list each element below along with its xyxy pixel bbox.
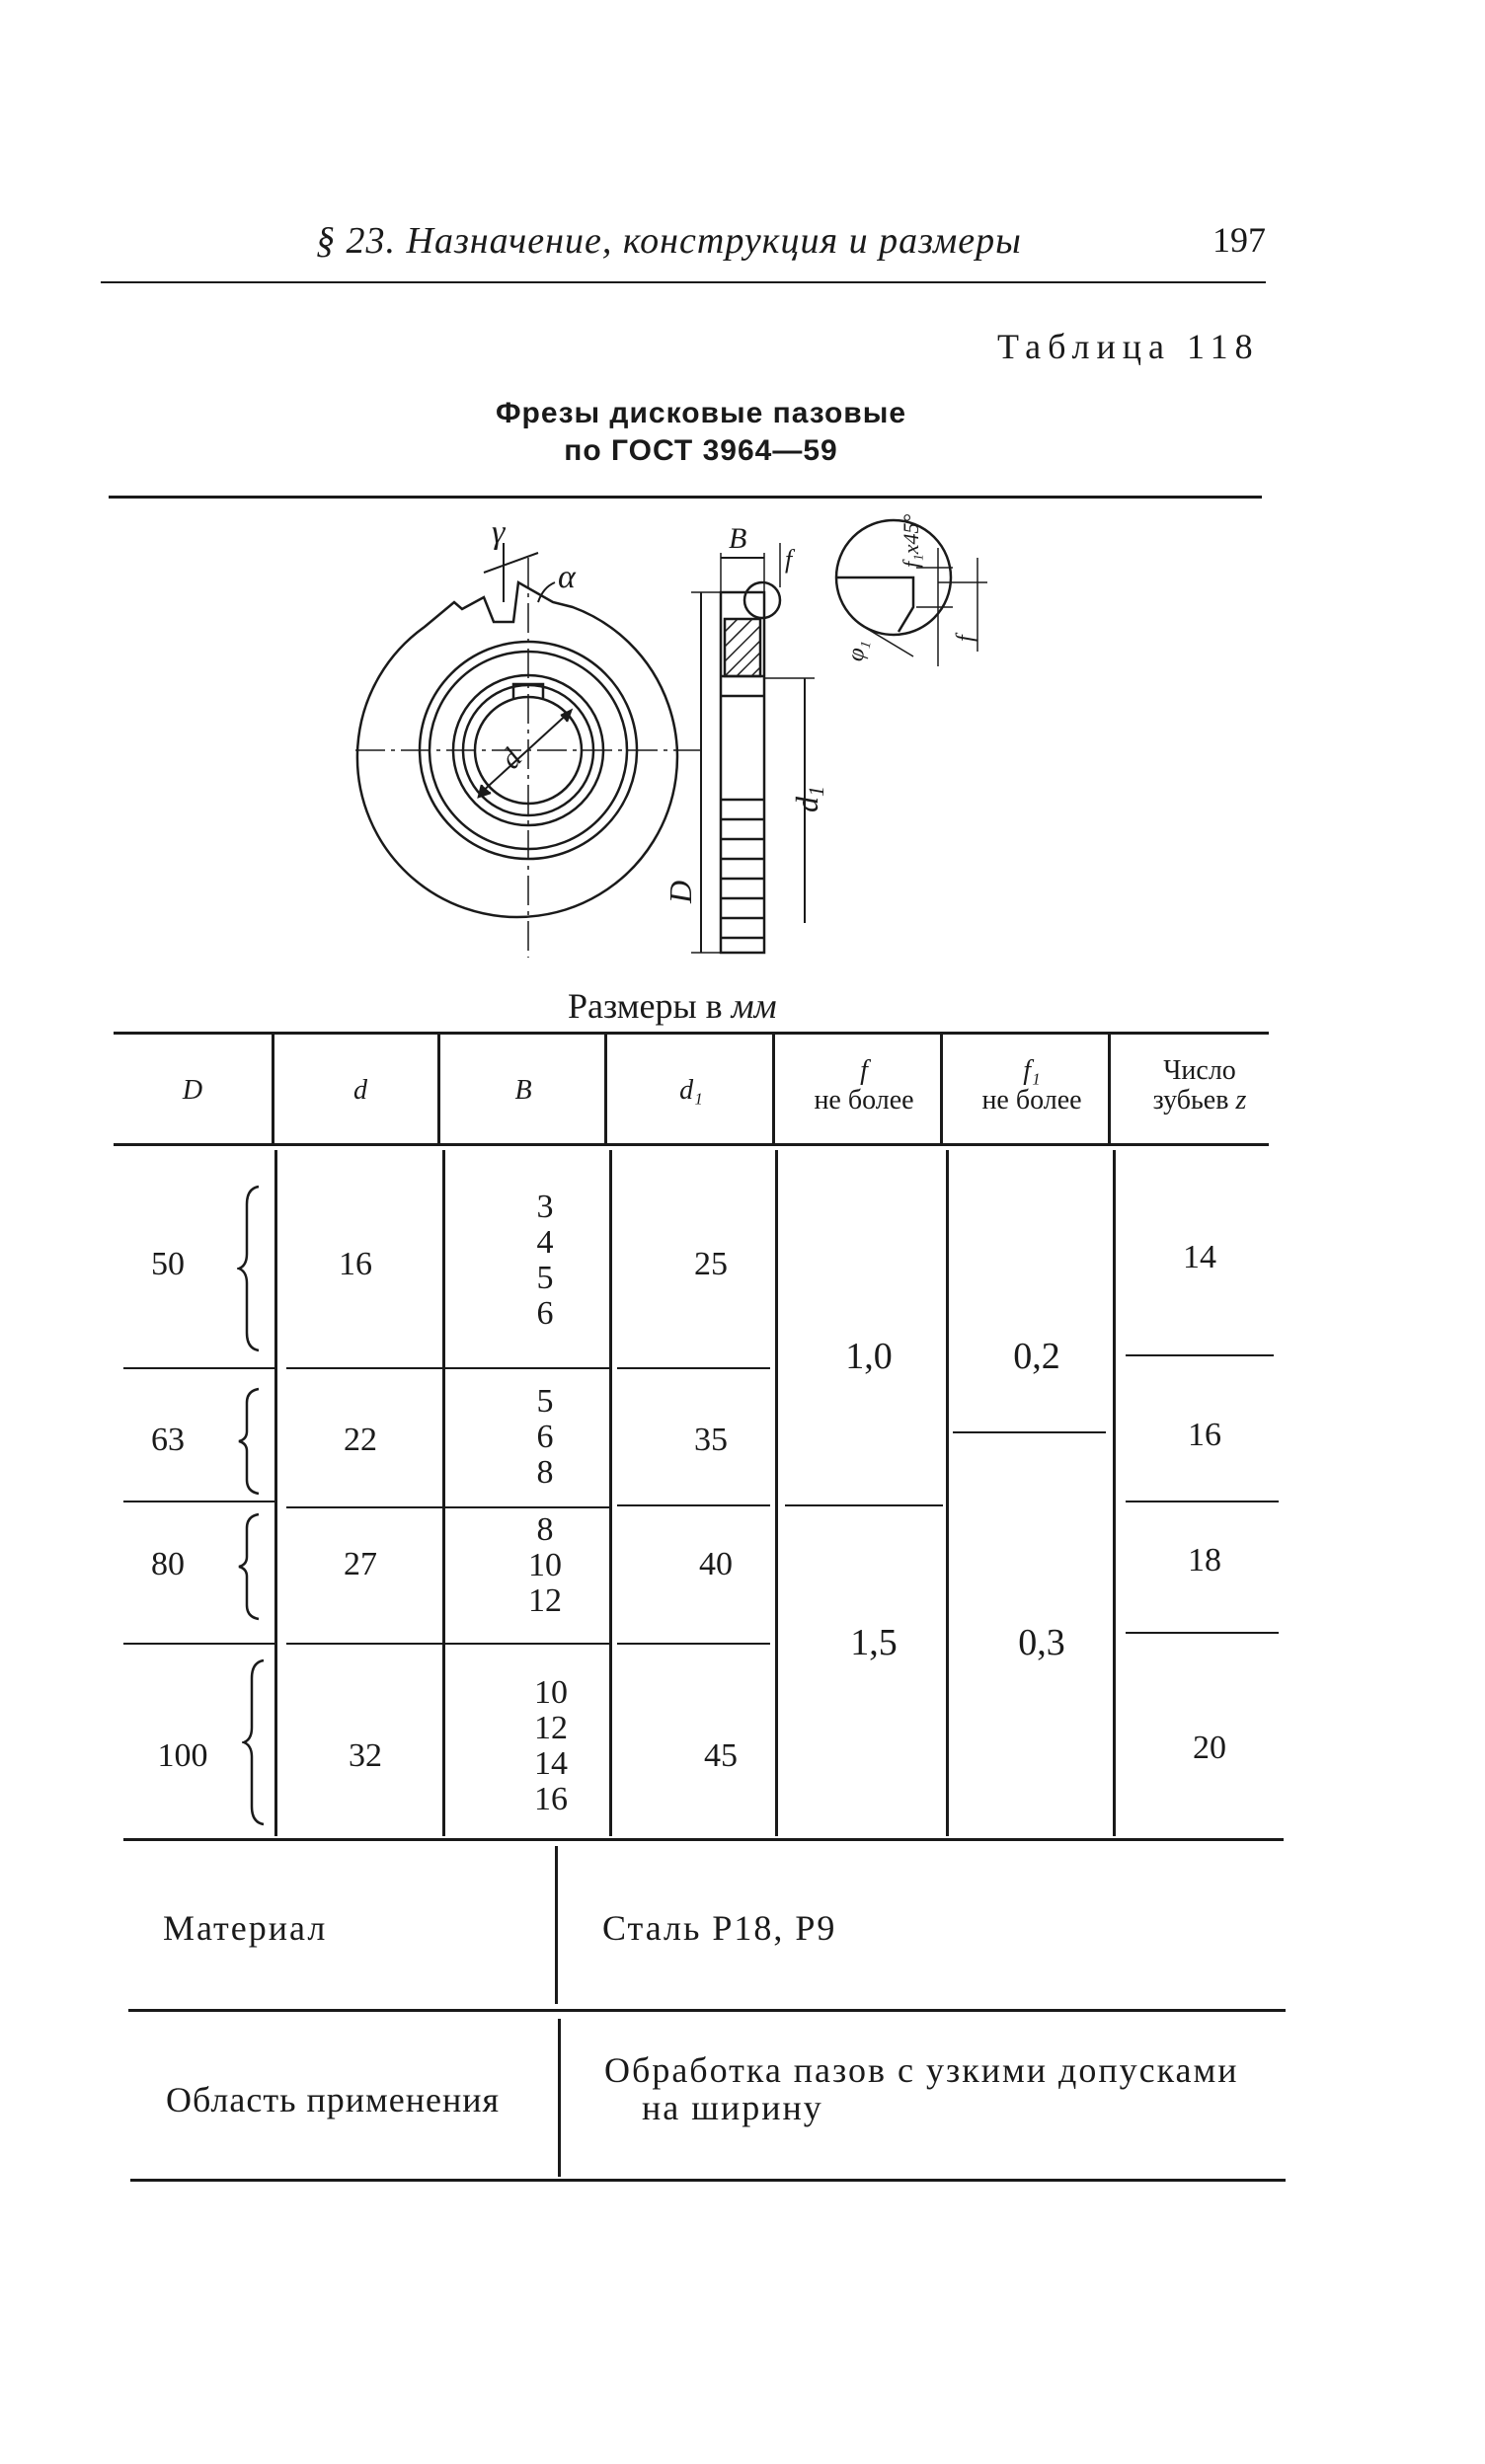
- col-header-D: [148, 1076, 237, 1106]
- info-col-sep-2: [558, 2019, 561, 2177]
- row-sep-3-D: [123, 1643, 274, 1645]
- row-4-B-3: 14: [534, 1745, 568, 1782]
- chamfer-label: f₁x45°: [899, 513, 923, 568]
- col-header-f1: [958, 1056, 1106, 1116]
- col-sep-3: [604, 1035, 607, 1143]
- info-mid-rule: [128, 2009, 1286, 2012]
- units-unit: мм: [731, 986, 777, 1026]
- f-label: f: [785, 545, 793, 574]
- phi1-label: φ₁: [842, 637, 872, 663]
- row-sep-2-dB: [286, 1506, 610, 1508]
- row-3-B-3: 12: [528, 1582, 562, 1619]
- row-sep-1-z: [1126, 1354, 1274, 1356]
- row-sep-2-d1: [617, 1504, 770, 1506]
- row-2-d: 22: [344, 1422, 377, 1458]
- d1-label: [789, 786, 828, 812]
- info-col-sep-1: [555, 1846, 558, 2004]
- row-2-B-1: 5: [536, 1383, 554, 1420]
- row-sep-2-z: [1126, 1501, 1279, 1502]
- row-2-B-2: 6: [536, 1419, 554, 1455]
- row-sep-3-dB: [286, 1643, 610, 1645]
- row-1-B-4: 6: [536, 1295, 554, 1332]
- col-header-d-text: d: [353, 1075, 367, 1106]
- application-label: Область применения: [166, 2080, 501, 2119]
- row-2-B-3: 8: [536, 1454, 554, 1491]
- running-head: § 23. Назначение, конструкция и размеры: [316, 220, 1022, 262]
- row-sep-1-d1: [617, 1367, 770, 1369]
- row-sep-1-dB: [286, 1367, 610, 1369]
- col-header-B-text: B: [514, 1075, 532, 1106]
- table-number: Таблица 118: [997, 327, 1260, 366]
- table-top-rule: [114, 1032, 1269, 1035]
- col-sep-2: [437, 1035, 440, 1143]
- row-1-B: [506, 1190, 585, 1332]
- outer-d-label: D: [663, 880, 698, 903]
- title-line-1: Фрезы дисковые пазовые: [495, 397, 907, 429]
- disc-front-view: [355, 543, 701, 958]
- col-header-f-note: не более: [814, 1085, 914, 1116]
- col-header-f1-note: не более: [981, 1085, 1082, 1116]
- cutter-drawing: [346, 508, 1037, 972]
- body-sep-6: [1113, 1150, 1116, 1836]
- row-3-d1: 40: [699, 1546, 733, 1582]
- row-sep-3-d1: [617, 1643, 770, 1645]
- f-value-1: 1,0: [845, 1336, 893, 1377]
- row-1-B-3: 5: [536, 1260, 554, 1296]
- row-2-B: [506, 1384, 585, 1491]
- application-line-2: на ширину: [642, 2088, 823, 2127]
- row-2-d1: 35: [694, 1422, 728, 1458]
- application-line-1: Обработка пазов с узкими допусками: [604, 2050, 1239, 2090]
- col-header-f1-symbol: f₁: [1023, 1055, 1041, 1086]
- f-detail-label: f: [953, 635, 978, 642]
- col-header-d1-text: d₁: [679, 1075, 703, 1106]
- table-bottom-rule: [123, 1838, 1284, 1841]
- row-1-B-1: 3: [536, 1189, 554, 1225]
- f1-value-2: 0,3: [1018, 1622, 1065, 1663]
- f-value-2: 1,5: [850, 1622, 898, 1663]
- page-number: 197: [1212, 220, 1266, 260]
- row-3-z: 18: [1188, 1542, 1221, 1578]
- body-sep-5: [946, 1150, 949, 1836]
- info-bottom-rule: [130, 2179, 1286, 2182]
- alpha-label: α: [558, 559, 576, 595]
- row-3-B-2: 10: [528, 1547, 562, 1583]
- row-sep-2-f: [785, 1504, 943, 1506]
- table-title: [395, 395, 1007, 470]
- body-sep-1: [274, 1150, 277, 1836]
- bore-d-label: d: [494, 742, 529, 776]
- brace-row-4: [242, 1658, 272, 1826]
- col-header-D-text: D: [182, 1075, 203, 1106]
- row-4-z: 20: [1193, 1730, 1226, 1766]
- units-label: Размеры в: [568, 986, 723, 1026]
- title-rule: [109, 496, 1262, 499]
- col-sep-5: [940, 1035, 943, 1143]
- row-3-D: 80: [151, 1546, 185, 1582]
- f1-row-sep: [953, 1431, 1106, 1433]
- col-header-B: [479, 1076, 568, 1106]
- col-header-z: [1121, 1056, 1279, 1116]
- header-bottom-rule: [114, 1143, 1269, 1146]
- disc-side-view: [691, 543, 815, 953]
- col-header-z-var: z: [1235, 1085, 1247, 1116]
- row-1-d1: 25: [694, 1246, 728, 1282]
- col-sep-1: [272, 1035, 274, 1143]
- row-4-d: 32: [349, 1737, 382, 1774]
- row-1-z: 14: [1183, 1239, 1216, 1275]
- header-rule: [101, 281, 1266, 283]
- col-sep-4: [772, 1035, 775, 1143]
- row-sep-2-D: [123, 1501, 274, 1502]
- brace-row-2: [237, 1387, 267, 1496]
- width-b-label: B: [729, 522, 747, 555]
- row-sep-3-z: [1126, 1632, 1279, 1634]
- material-label: Материал: [163, 1908, 328, 1948]
- row-2-D: 63: [151, 1422, 185, 1458]
- col-sep-6: [1108, 1035, 1111, 1143]
- f1-value-1: 0,2: [1013, 1336, 1060, 1377]
- gamma-label: γ: [492, 514, 506, 551]
- body-sep-3: [609, 1150, 612, 1836]
- row-4-B: [511, 1675, 590, 1817]
- row-sep-1-D: [123, 1367, 274, 1369]
- body-sep-4: [775, 1150, 778, 1836]
- col-header-d: [316, 1076, 405, 1106]
- col-header-z-word: зубьев: [1152, 1085, 1229, 1116]
- row-1-D: 50: [151, 1246, 185, 1282]
- row-4-D: 100: [157, 1737, 208, 1774]
- row-3-B-1: 8: [536, 1511, 554, 1548]
- brace-row-3: [237, 1512, 267, 1621]
- body-sep-2: [442, 1150, 445, 1836]
- brace-row-1: [237, 1185, 267, 1352]
- row-4-B-1: 10: [534, 1674, 568, 1711]
- col-header-d1: [647, 1076, 736, 1106]
- col-header-z-line1: Число: [1163, 1055, 1236, 1086]
- col-header-f-symbol: f: [860, 1055, 868, 1086]
- row-4-B-4: 16: [534, 1781, 568, 1817]
- d1-label-sub: 1: [804, 786, 828, 797]
- row-3-d: 27: [344, 1546, 377, 1582]
- col-header-f: [790, 1056, 938, 1116]
- row-4-B-2: 12: [534, 1710, 568, 1746]
- row-1-B-2: 4: [536, 1224, 554, 1261]
- units-caption: [568, 985, 777, 1027]
- row-4-d1: 45: [704, 1737, 738, 1774]
- row-3-B: [506, 1512, 585, 1619]
- material-value: Сталь Р18, Р9: [602, 1908, 837, 1948]
- row-1-d: 16: [339, 1246, 372, 1282]
- row-2-z: 16: [1188, 1417, 1221, 1453]
- d1-label-main: d: [789, 797, 824, 812]
- title-line-2: по ГОСТ 3964—59: [564, 434, 838, 467]
